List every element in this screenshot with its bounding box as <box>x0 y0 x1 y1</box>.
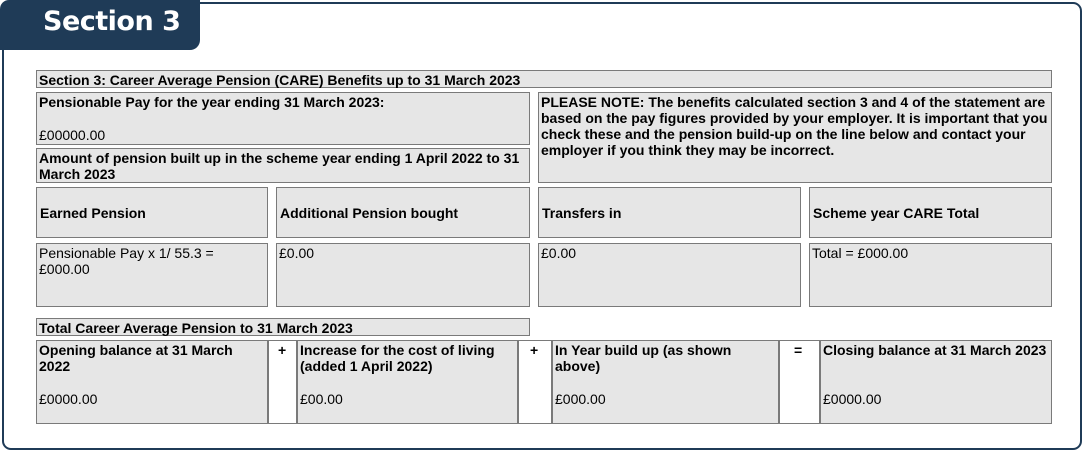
pensionable-pay-box <box>36 92 530 145</box>
closing-balance-value: £0000.00 <box>823 391 882 407</box>
additional-pension-value: £0.00 <box>276 243 530 307</box>
care-total-header: Scheme year CARE Total <box>809 187 1052 238</box>
equals-operator: = <box>794 342 803 358</box>
additional-pension-header: Additional Pension bought <box>276 187 530 238</box>
pension-built-up-label: Amount of pension built up in the scheme year ending 1 April 2022 to 31 March 2023 <box>36 148 530 183</box>
pensionable-pay-value: £00000.00 <box>39 127 106 143</box>
section-tab-title: Section 3 <box>43 6 181 37</box>
please-note-box: PLEASE NOTE: The benefits calculated section 3 and 4 of the statement are based on the pay figures provided by your employer. It is important that you check these and the pension build-up on the line below and contact your employer if you think they may be incorrect. <box>538 92 1052 183</box>
closing-balance-label: Closing balance at 31 March 2023 <box>823 342 1047 358</box>
opening-balance-label: Opening balance at 31 March 2022 <box>39 342 233 374</box>
in-year-build-up-label: In Year build up (as shown above) <box>555 342 732 374</box>
cost-of-living-value: £00.00 <box>300 391 343 407</box>
closing-balance-box <box>820 340 1052 424</box>
pensionable-pay-label: Pensionable Pay for the year ending 31 March 2023: <box>39 94 385 110</box>
plus-operator-2: + <box>530 342 539 358</box>
transfers-in-header: Transfers in <box>538 187 801 238</box>
section-tab <box>0 0 200 50</box>
transfers-in-value: £0.00 <box>538 243 801 307</box>
earned-pension-value: Pensionable Pay x 1/ 55.3 = £000.00 <box>36 243 268 307</box>
plus-operator-1: + <box>278 342 287 358</box>
in-year-build-up-box <box>552 340 779 424</box>
cost-of-living-box <box>297 340 518 424</box>
earned-pension-header: Earned Pension <box>36 187 268 238</box>
in-year-build-up-value: £000.00 <box>555 391 606 407</box>
total-section-title: Total Career Average Pension to 31 March 2023 <box>36 318 530 336</box>
care-total-value: Total = £000.00 <box>809 243 1052 307</box>
opening-balance-value: £0000.00 <box>39 391 98 407</box>
section3-title: Section 3: Career Average Pension (CARE) Benefits up to 31 March 2023 <box>36 70 1052 88</box>
opening-balance-box <box>36 340 268 424</box>
cost-of-living-label: Increase for the cost of living (added 1 April 2022) <box>300 342 495 374</box>
